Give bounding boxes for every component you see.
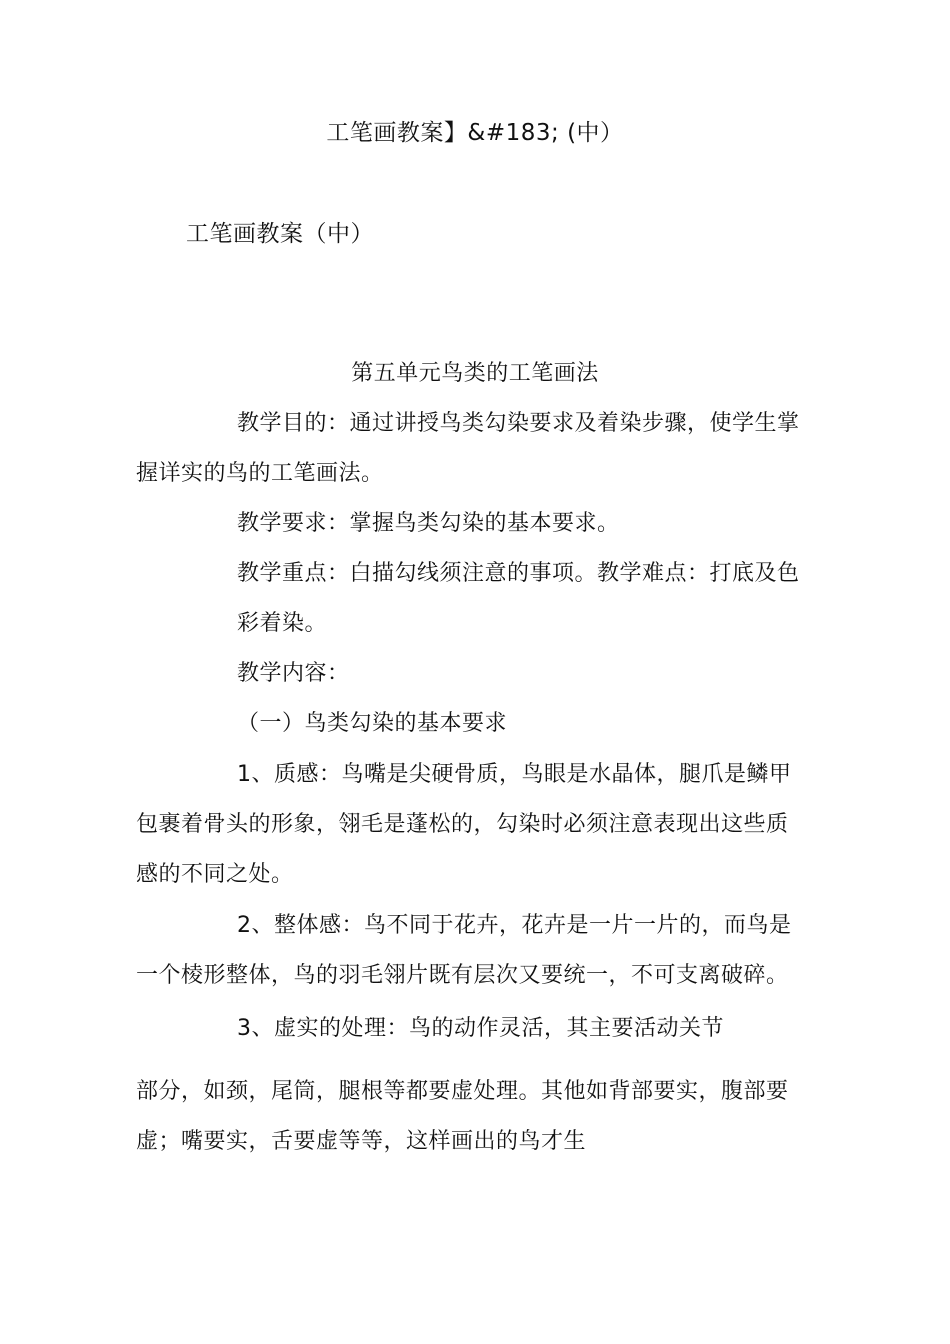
document-subtitle: 工笔画教案（中） [186,221,374,247]
paragraph-line: 3、虚实的处理：鸟的动作灵活，其主要活动关节 [237,1016,724,1041]
unit-heading: 第五单元鸟类的工笔画法 [351,361,599,386]
paragraph-line: 包裹着骨头的形象，翎毛是蓬松的，勾染时必须注意表现出这些质 [136,812,789,837]
paragraph-line: 2、整体感：鸟不同于花卉，花卉是一片一片的，而鸟是 [237,913,792,938]
paragraph-line: 1、质感：鸟嘴是尖硬骨质，鸟眼是水晶体，腿爪是鳞甲 [237,762,792,787]
paragraph-line: 部分，如颈，尾筒，腿根等都要虚处理。其他如背部要实，腹部要 [136,1079,789,1104]
paragraph-line: 握详实的鸟的工笔画法。 [136,461,384,486]
document-title: 工笔画教案】&#183; (中） [326,120,624,146]
section-heading: （一）鸟类勾染的基本要求 [237,711,508,736]
paragraph-line: 教学目的：通过讲授鸟类勾染要求及着染步骤，使学生掌 [237,411,800,436]
paragraph-line: 彩着染。 [237,611,328,636]
paragraph-line: 教学内容： [237,661,350,686]
paragraph-line: 教学重点：白描勾线须注意的事项。教学难点：打底及色 [237,561,800,586]
paragraph-line: 虚；嘴要实，舌要虚等等，这样画出的鸟才生 [136,1129,587,1154]
paragraph-line: 感的不同之处。 [136,862,294,887]
paragraph-line: 一个棱形整体，鸟的羽毛翎片既有层次又要统一，不可支离破碎。 [136,963,789,988]
paragraph-line: 教学要求：掌握鸟类勾染的基本要求。 [237,511,620,536]
